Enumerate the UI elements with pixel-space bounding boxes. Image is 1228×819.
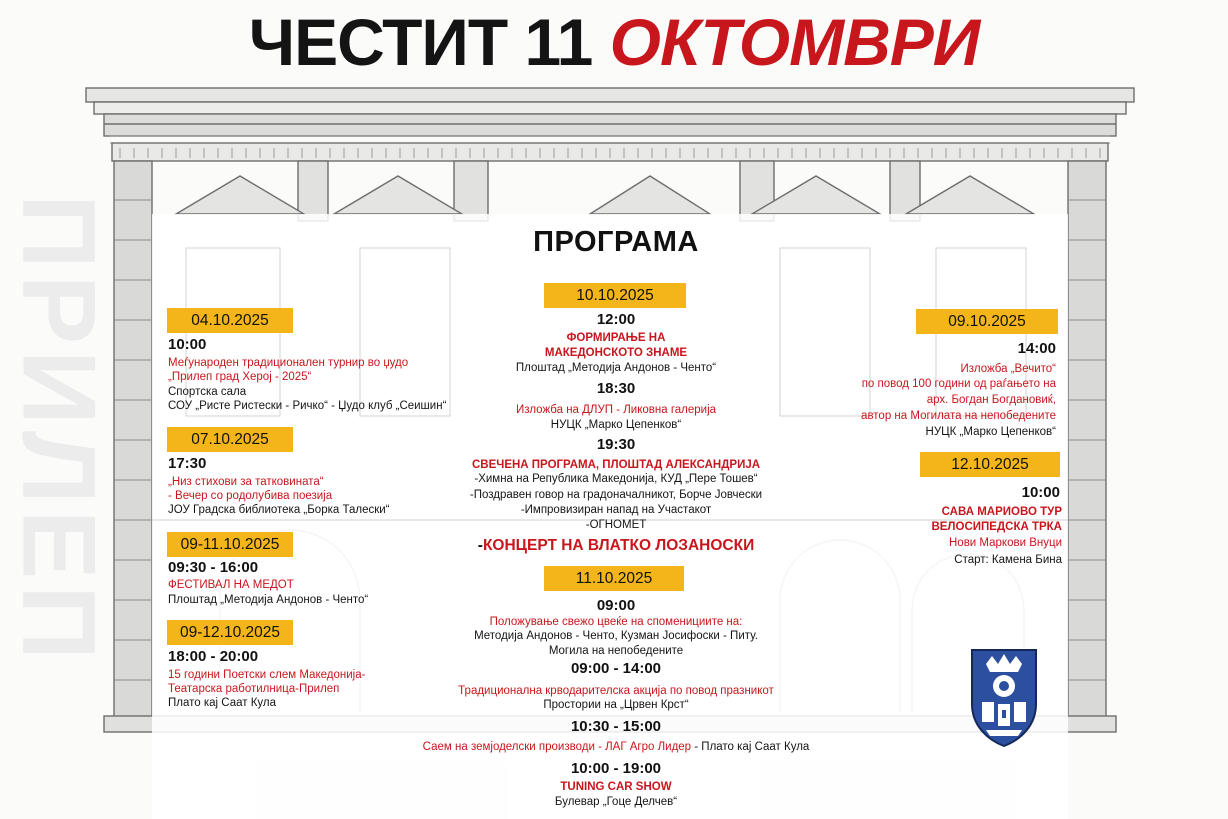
concert-dash: - bbox=[477, 537, 483, 554]
event-time: 09:30 - 16:00 bbox=[168, 559, 259, 576]
event-time: 10:00 bbox=[1021, 484, 1060, 501]
event-title: „Низ стихови за татковината“ bbox=[168, 476, 324, 488]
event-place: Методија Андонов - Ченто, Кузман Јосифоски - Питу. bbox=[474, 630, 758, 642]
event-place: Плоштад „Методија Андонов - Ченто“ bbox=[515, 362, 717, 374]
headline-red: ОКТОМВРИ bbox=[609, 5, 980, 79]
date-badge: 09-12.10.2025 bbox=[167, 620, 293, 645]
event-title: СВЕЧЕНА ПРОГРАМА, ПЛОШТАД АЛЕКСАНДРИЈА bbox=[471, 459, 761, 471]
event-time: 10:00 - 19:00 bbox=[570, 760, 662, 777]
program-title: ПРОГРАМА bbox=[533, 226, 699, 258]
event-time: 10:30 - 15:00 bbox=[570, 718, 662, 735]
event-time: 09:00 - 14:00 bbox=[570, 660, 662, 677]
event-organizer: Нови Маркови Внуци bbox=[949, 537, 1062, 549]
event-start: Старт: Камена Бина bbox=[954, 554, 1062, 566]
event-place: СОУ „Ристе Ристески - Ричко“ - Џудо клуб „Сеишин“ bbox=[168, 400, 447, 412]
event-title: Изложба „Вечито“ bbox=[960, 363, 1056, 375]
event-title: Саем на земјоделски производи - ЛАГ Агро Лидер bbox=[422, 741, 692, 753]
event-place: ЈОУ Градска библиотека „Борка Талески“ bbox=[168, 504, 390, 516]
side-city-watermark: ПРИЛЕП bbox=[0, 194, 117, 666]
event-title: арх. Богдан Богдановиќ, bbox=[926, 394, 1056, 406]
program-item: -ОГНОМЕТ bbox=[585, 519, 647, 531]
event-title: „Прилеп град Херој - 2025“ bbox=[168, 371, 312, 383]
event-title: Меѓународен традиционален турнир во џудо bbox=[168, 357, 409, 369]
event-time: 14:00 bbox=[1017, 340, 1056, 357]
date-badge: 04.10.2025 bbox=[167, 308, 293, 333]
event-place: НУЦК „Марко Цепенков“ bbox=[550, 419, 682, 431]
event-place: Булевар „Гоце Делчев“ bbox=[554, 796, 678, 808]
event-title: ФОРМИРАЊЕ НА bbox=[566, 332, 666, 344]
event-title: Изложба на ДЛУП - Ликовна галерија bbox=[515, 404, 717, 416]
date-badge: 09-11.10.2025 bbox=[167, 532, 293, 557]
event-time: 19:30 bbox=[596, 436, 636, 453]
event-title: Театарска работилница-Прилеп bbox=[168, 683, 340, 695]
event-title: автор на Могилата на непобедените bbox=[861, 410, 1056, 422]
date-badge: 10.10.2025 bbox=[544, 283, 686, 308]
event-time: 18:30 bbox=[596, 380, 636, 397]
program-item: -Поздравен говор на градоначалникот, Борче Јовчески bbox=[469, 489, 763, 501]
event-title: МАКЕДОНСКОТО ЗНАМЕ bbox=[544, 347, 688, 359]
headline-black: ЧЕСТИТ 11 bbox=[248, 5, 593, 79]
prilep-coat-of-arms-icon bbox=[966, 644, 1042, 748]
date-badge: 07.10.2025 bbox=[167, 427, 293, 452]
event-place: Спортска сала bbox=[168, 386, 247, 398]
event-time: 18:00 - 20:00 bbox=[168, 648, 259, 665]
event-time: 12:00 bbox=[596, 311, 636, 328]
event-title: ВЕЛОСИПЕДСКА ТРКА bbox=[931, 521, 1062, 533]
event-time: 10:00 bbox=[168, 336, 207, 353]
event-time: 17:30 bbox=[168, 455, 207, 472]
date-badge: 12.10.2025 bbox=[920, 452, 1060, 477]
program-item: -Импровизиран напад на Участакот bbox=[520, 504, 712, 516]
event-place: Простории на „Црвен Крст“ bbox=[543, 699, 689, 711]
event-place: - Плато кај Саат Кула bbox=[691, 741, 810, 753]
event-title: TUNING CAR SHOW bbox=[560, 781, 672, 793]
event-title: Положување свежо цвеќе на споменициите на: bbox=[489, 616, 743, 628]
event-title: 15 години Поетски слем Македонија- bbox=[168, 669, 366, 681]
headline bbox=[0, 2, 1228, 82]
program-item: -Химна на Република Македонија, КУД „Пере Тошев“ bbox=[474, 473, 758, 485]
event-title: ФЕСТИВАЛ НА МЕДОТ bbox=[168, 579, 294, 591]
event-time: 09:00 bbox=[596, 597, 636, 614]
event-place: НУЦК „Марко Цепенков“ bbox=[925, 426, 1056, 438]
event-line bbox=[366, 740, 866, 754]
event-place: Могила на непобедените bbox=[548, 645, 684, 657]
event-title: по повод 100 години од раѓањето на bbox=[861, 378, 1056, 390]
event-place: Плато кај Саат Кула bbox=[168, 697, 277, 709]
event-place: Плоштад „Методија Андонов - Ченто“ bbox=[168, 594, 369, 606]
date-badge: 09.10.2025 bbox=[916, 309, 1058, 334]
date-badge: 11.10.2025 bbox=[544, 566, 684, 591]
event-title: Традиционална крводарителска акција по повод празникот bbox=[458, 685, 774, 697]
concert-text: КОНЦЕРТ НА ВЛАТКО ЛОЗАНОСКИ bbox=[482, 537, 755, 554]
event-title: САВА МАРИОВО ТУР bbox=[941, 506, 1062, 518]
event-title: - Вечер со родолубива поезија bbox=[168, 490, 333, 502]
